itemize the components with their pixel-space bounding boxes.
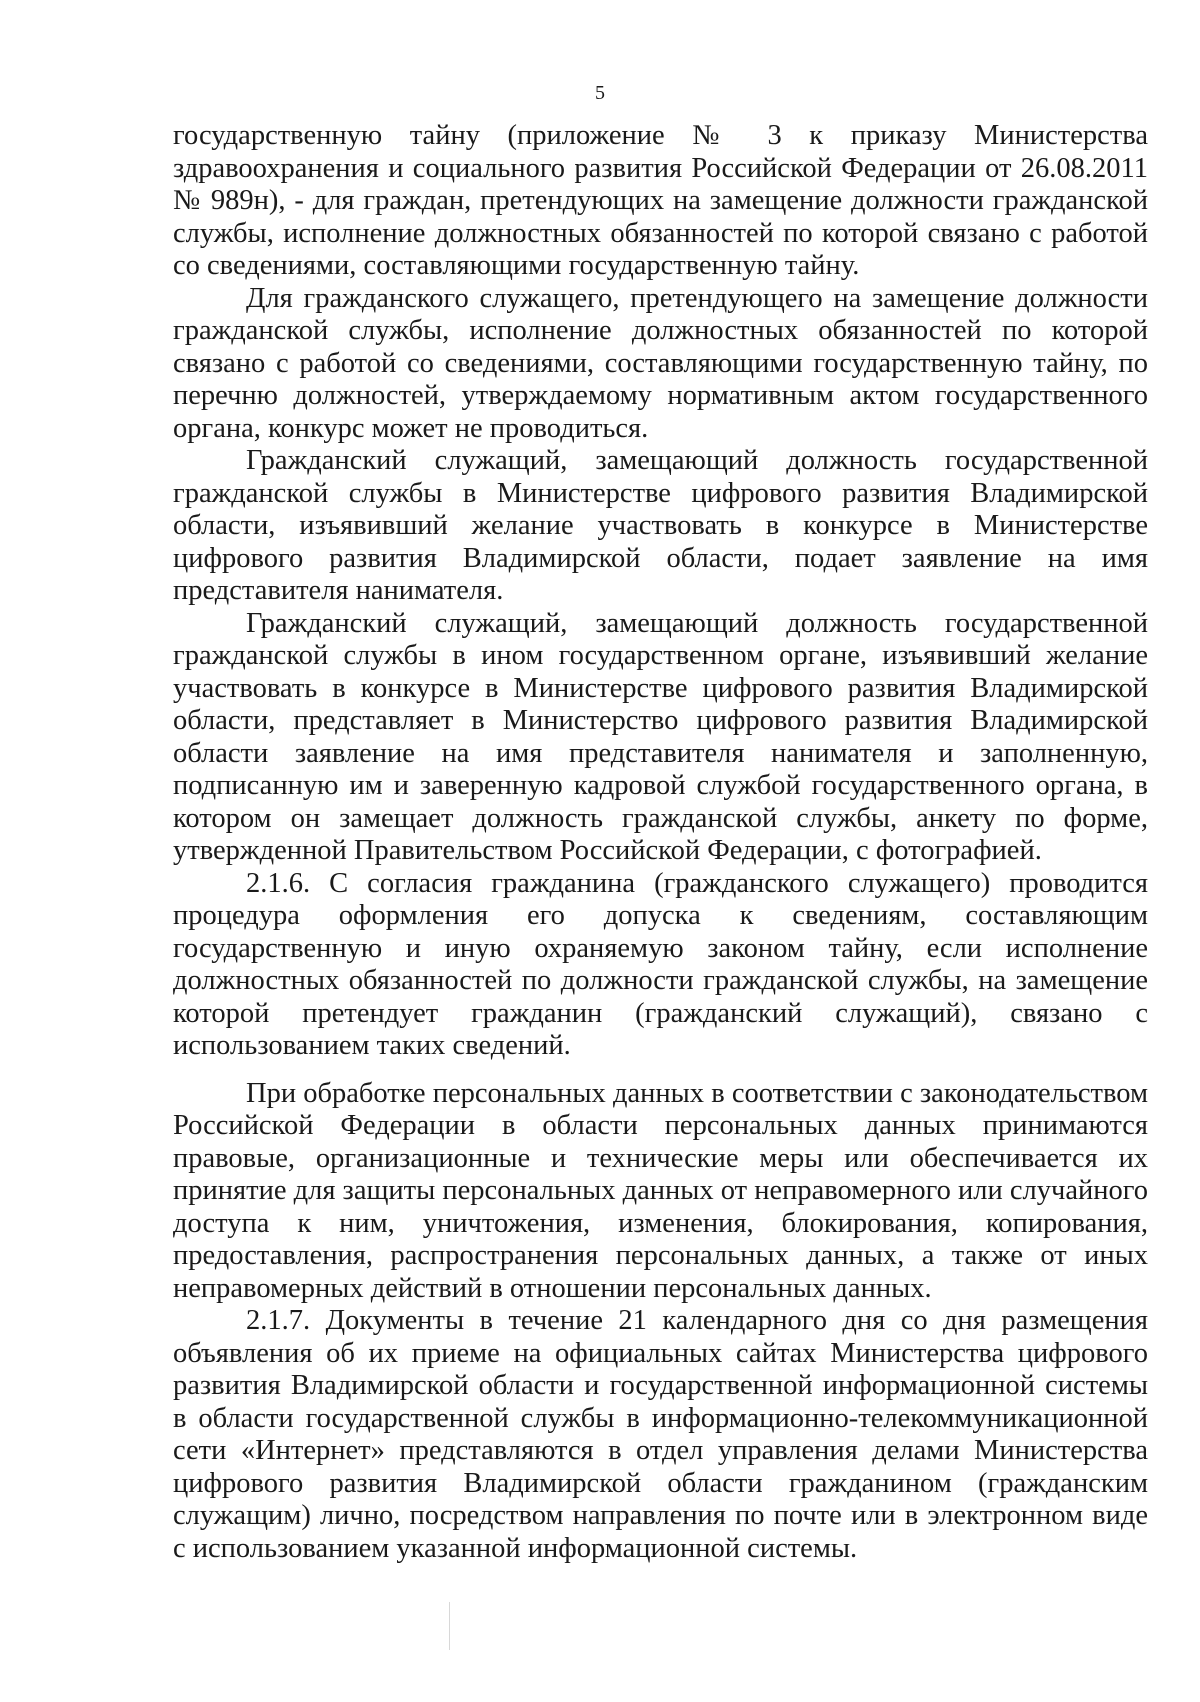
paragraph-secret-exemption: Для гражданского служащего, претендующего на замещение должности гражданской службы, исполнение должностных обязанностей по которой связано с работой со сведениями, составляющими государственную тайну, по перечню должностей, утверждаемому нормативным актом государственного органа, конкурс может не проводиться. [173, 282, 1148, 444]
paragraph-clause-2-1-7: 2.1.7. Документы в течение 21 календарного дня со дня размещения объявления об их приеме на официальных сайтах Министерства цифрового развития Владимирской области и государственной информационной системы в области государственной службы в информационно-телекоммуникационной сети «Интернет» представляются в отдел управления делами Министерства цифрового развития Владимирской области гражданином (гражданским служащим) лично, посредством направления по почте или в электронном виде с использованием указанной информационной системы. [173, 1305, 1148, 1564]
paragraph-internal-candidate: Гражданский служащий, замещающий должность государственной гражданской службы в Министерстве цифрового развития Владимирской области, изъявивший желание участвовать в конкурсе в Министерстве цифрового развития Владимирской области, подает заявление на имя представителя нанимателя. [173, 445, 1148, 606]
page-number: 5 [595, 82, 605, 104]
document-body [173, 120, 1148, 1565]
scan-artifact-line [449, 1602, 450, 1650]
paragraph-external-candidate: Гражданский служащий, замещающий должность государственной гражданской службы в ином государственном органе, изъявивший желание участвовать в конкурсе в Министерстве цифрового развития Владимирской области, представляет в Министерство цифрового развития Владимирской области заявление на имя представителя нанимателя и заполненную, подписанную им и заверенную кадровой службой государственного органа, в котором он замещает должность гражданской службы, анкету по форме, утвержденной Правительством Российской Федерации, с фотографией. [173, 607, 1148, 866]
paragraph-continuation: государственную тайну (приложение № 3 к приказу Министерства здравоохранения и социального развития Российской Федерации от 26.08.2011 № 989н), - для граждан, претендующих на замещение должности гражданской службы, исполнение должностных обязанностей по которой связано с работой со сведениями, составляющими государственную тайну. [173, 120, 1148, 281]
paragraph-personal-data: При обработке персональных данных в соответствии с законодательством Российской Федерации в области персональных данных принимаются правовые, организационные и технические меры или обеспечивается их принятие для защиты персональных данных от неправомерного или случайного доступа к ним, уничтожения, изменения, блокирования, копирования, предоставления, распространения персональных данных, а также от иных неправомерных действий в отношении персональных данных. [173, 1077, 1148, 1304]
paragraph-clause-2-1-6: 2.1.6. С согласия гражданина (гражданского служащего) проводится процедура оформления его допуска к сведениям, составляющим государственную и иную охраняемую законом тайну, если исполнение должностных обязанностей по должности гражданской службы, на замещение которой претендует гражданин (гражданский служащий), связано с использованием таких сведений. [173, 867, 1148, 1061]
